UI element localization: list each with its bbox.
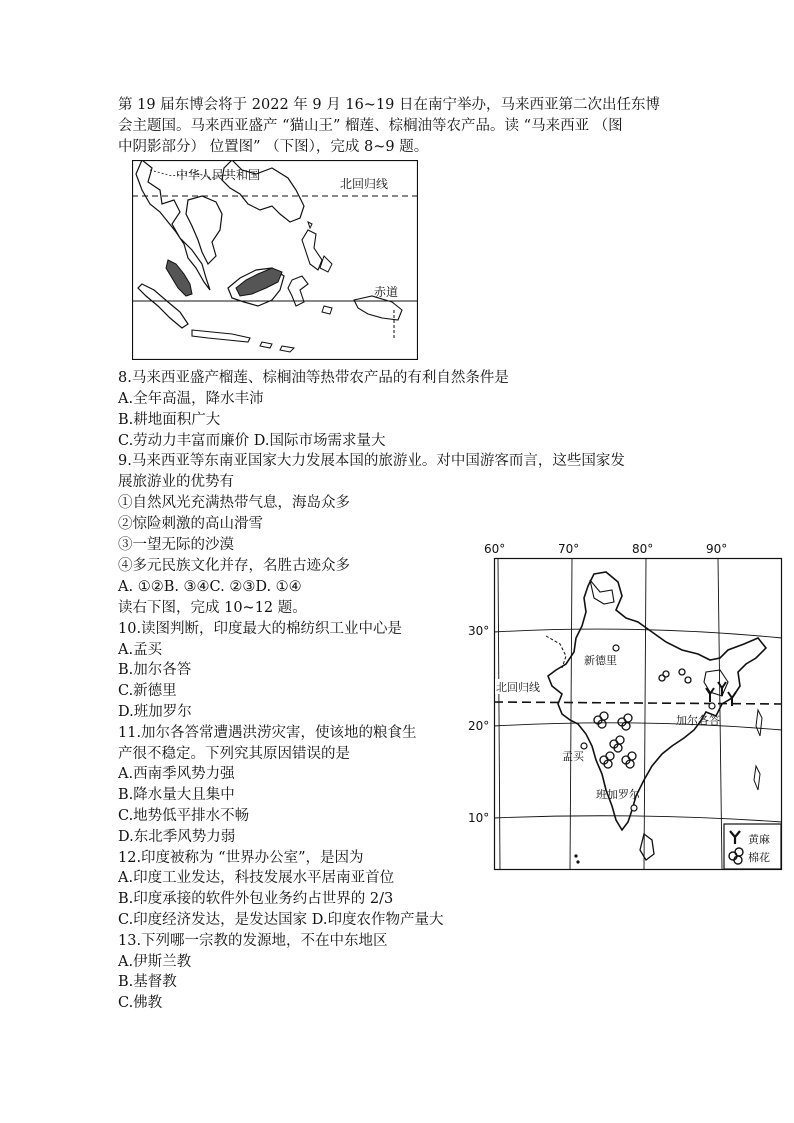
lat-label-30: 30° xyxy=(468,624,490,638)
q11-option-a: A.西南季风势力强 xyxy=(118,766,235,782)
q11-stem-1: 11.加尔各答常遭遇洪涝灾害，使该地的粮食生 xyxy=(118,725,417,741)
intro-line-1: 第 19 届东博会将于 2022 年 9 月 16~19 日在南宁举办，马来西亚第二次出任东博 xyxy=(118,97,660,113)
city-kolkata: 加尔各答 xyxy=(676,714,720,727)
q11-stem-2: 产很不稳定。下列究其原因错误的是 xyxy=(118,746,350,762)
city-new-delhi: 新德里 xyxy=(584,654,617,667)
q13-option-a: A.伊斯兰教 xyxy=(118,954,192,970)
lon-label-60: 60° xyxy=(484,542,506,556)
intro-line-2: 会主题国。马来西亚盛产 “猫山王” 榴莲、棕榈油等农产品。读 “马来西亚 （图 xyxy=(118,118,623,134)
q10-option-d: D.班加罗尔 xyxy=(118,704,192,720)
q11-option-d: D.东北季风势力弱 xyxy=(118,829,236,845)
q9-statement-3: ③一望无际的沙漠 xyxy=(118,537,234,553)
read-map-instruction: 读右下图，完成 10~12 题。 xyxy=(118,600,307,616)
q9-statement-1: ①自然风光充满热带气息，海岛众多 xyxy=(118,495,350,511)
q8-option-b: B.耕地面积广大 xyxy=(118,412,221,428)
lon-label-90: 90° xyxy=(706,542,728,556)
bangalore-marker xyxy=(631,805,637,811)
map1-label-china: 中华人民共和国 xyxy=(176,168,261,182)
intro-line-3: 中阴影部分） 位置图” （下图），完成 8~9 题。 xyxy=(118,139,429,155)
city-bangalore: 班加罗尔 xyxy=(596,788,640,801)
q9-stem-1: 9.马来西亚等东南亚国家大力发展本国的旅游业。对中国游客而言，这些国家发 xyxy=(118,453,625,469)
q11-option-c: C.地势低平排水不畅 xyxy=(118,808,250,824)
q12-option-b: B.印度承接的软件外包业务约占世界的 2/3 xyxy=(118,891,394,907)
q8-option-cd: C.劳动力丰富而廉价 D.国际市场需求量大 xyxy=(118,433,386,449)
city-mumbai: 孟买 xyxy=(562,750,584,763)
map2-tropic-label: 北回归线 xyxy=(496,681,540,694)
map1-label-equator: 赤道 xyxy=(374,285,399,299)
mumbai-marker xyxy=(581,743,587,749)
q13-option-c: C.佛教 xyxy=(118,995,163,1011)
q10-option-a: A.孟买 xyxy=(118,642,163,658)
q12-option-a: A.印度工业发达，科技发展水平居南亚首位 xyxy=(118,870,395,886)
lat-label-20: 20° xyxy=(468,719,490,733)
q13-option-b: B.基督教 xyxy=(118,974,177,990)
q12-stem: 12.印度被称为 “世界办公室”，是因为 xyxy=(118,850,364,866)
new-delhi-marker xyxy=(613,645,619,651)
q9-options: A. ①②B. ③④C. ②③D. ①④ xyxy=(118,579,302,595)
legend-jute-label: 黄麻 xyxy=(748,833,770,846)
q8-stem: 8.马来西亚盛产榴莲、棕榈油等热带农产品的有利自然条件是 xyxy=(118,370,509,386)
q9-statement-4: ④多元民族文化并存，名胜古迹众多 xyxy=(118,558,350,574)
q10-option-c: C.新德里 xyxy=(118,683,177,699)
q10-option-b: B.加尔各答 xyxy=(118,662,192,678)
q9-statement-2: ②惊险刺激的高山滑雪 xyxy=(118,516,263,532)
kolkata-marker xyxy=(709,703,715,709)
q13-stem: 13.下列哪一宗教的发源地，不在中东地区 xyxy=(118,933,388,949)
india-map xyxy=(466,540,788,874)
lon-label-70: 70° xyxy=(558,542,580,556)
q10-stem: 10.读图判断，印度最大的棉纺织工业中心是 xyxy=(118,621,403,637)
q9-stem-2: 展旅游业的优势有 xyxy=(118,474,234,490)
q11-option-b: B.降水量大且集中 xyxy=(118,787,235,803)
legend-cotton-label: 棉花 xyxy=(748,851,770,864)
lat-label-10: 10° xyxy=(468,811,490,825)
q8-option-a: A.全年高温，降水丰沛 xyxy=(118,391,264,407)
lon-label-80: 80° xyxy=(632,542,654,556)
q12-option-cd: C.印度经济发达，是发达国家 D.印度农作物产量大 xyxy=(118,912,444,928)
map1-label-tropic: 北回归线 xyxy=(340,177,389,191)
malaysia-location-map xyxy=(132,160,418,360)
